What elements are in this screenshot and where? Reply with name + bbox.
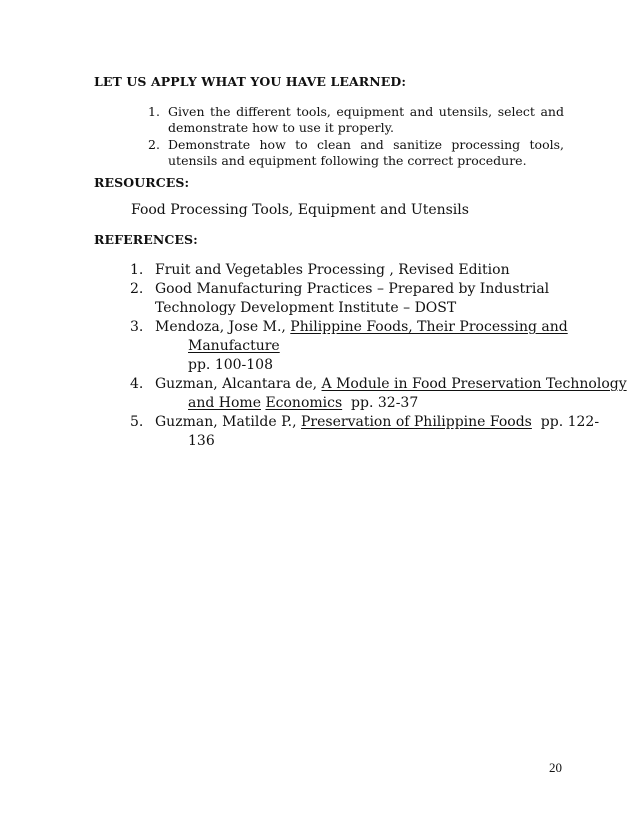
- references-heading: REFERENCES:: [94, 232, 198, 247]
- resources-heading: RESOURCES:: [94, 175, 190, 190]
- reference-text: Good Manufacturing Practices – Prepared by Industrial: [155, 281, 550, 297]
- reference-number: 3.: [130, 319, 144, 335]
- reference-text: Fruit and Vegetables Processing , Revised Edition: [155, 262, 510, 278]
- apply-item: [148, 104, 564, 136]
- reference-line: [155, 318, 570, 337]
- reference-title: Preservation of Philippine Foods: [301, 414, 532, 430]
- reference-author: Guzman, Alcantara de,: [155, 376, 322, 392]
- reference-number: 5.: [130, 414, 144, 430]
- reference-line: [155, 337, 570, 356]
- reference-title-continued: and Home: [188, 395, 261, 411]
- reference-line: [155, 375, 627, 394]
- reference-number: 4.: [130, 376, 144, 392]
- apply-item-text: Given the different tools, equipment and utensils, select and demonstrate how to use it properly.: [168, 104, 564, 135]
- reference-item: [130, 375, 627, 413]
- reference-line: [155, 394, 570, 413]
- reference-pages-continued: 136: [188, 433, 215, 449]
- apply-heading: LET US APPLY WHAT YOU HAVE LEARNED:: [94, 74, 407, 89]
- reference-pages: pp. 100-108: [188, 357, 273, 373]
- reference-item: [130, 318, 570, 375]
- apply-item-number: 1.: [148, 104, 160, 119]
- reference-author: Guzman, Matilde P.,: [155, 414, 302, 430]
- reference-pages: pp. 122-: [531, 414, 600, 430]
- page-number: 20: [549, 760, 562, 775]
- apply-item-text: Demonstrate how to clean and sanitize processing tools, utensils and equipment following the correct procedure.: [168, 137, 564, 168]
- reference-list: [130, 261, 627, 451]
- reference-pages: pp. 32-37: [342, 395, 419, 411]
- reference-title-continued: Manufacture: [188, 338, 280, 354]
- reference-line: [155, 413, 600, 432]
- reference-text-continued: Technology Development Institute – DOST: [155, 300, 457, 316]
- reference-number: 2.: [130, 281, 144, 297]
- reference-title: Philippine Foods, Their Processing and: [290, 319, 568, 335]
- resource-item: Food Processing Tools, Equipment and Utensils: [131, 202, 469, 218]
- apply-item-number: 2.: [148, 137, 160, 152]
- apply-item: [148, 137, 564, 169]
- apply-list: [148, 104, 564, 170]
- reference-author: Mendoza, Jose M.,: [155, 319, 291, 335]
- reference-title: A Module in Food Preservation Technology: [321, 376, 627, 392]
- reference-number: 1.: [130, 262, 144, 278]
- reference-item: [130, 280, 570, 318]
- reference-title-continued-2: Economics: [265, 395, 343, 411]
- reference-item: [130, 413, 600, 451]
- reference-item: [130, 261, 570, 280]
